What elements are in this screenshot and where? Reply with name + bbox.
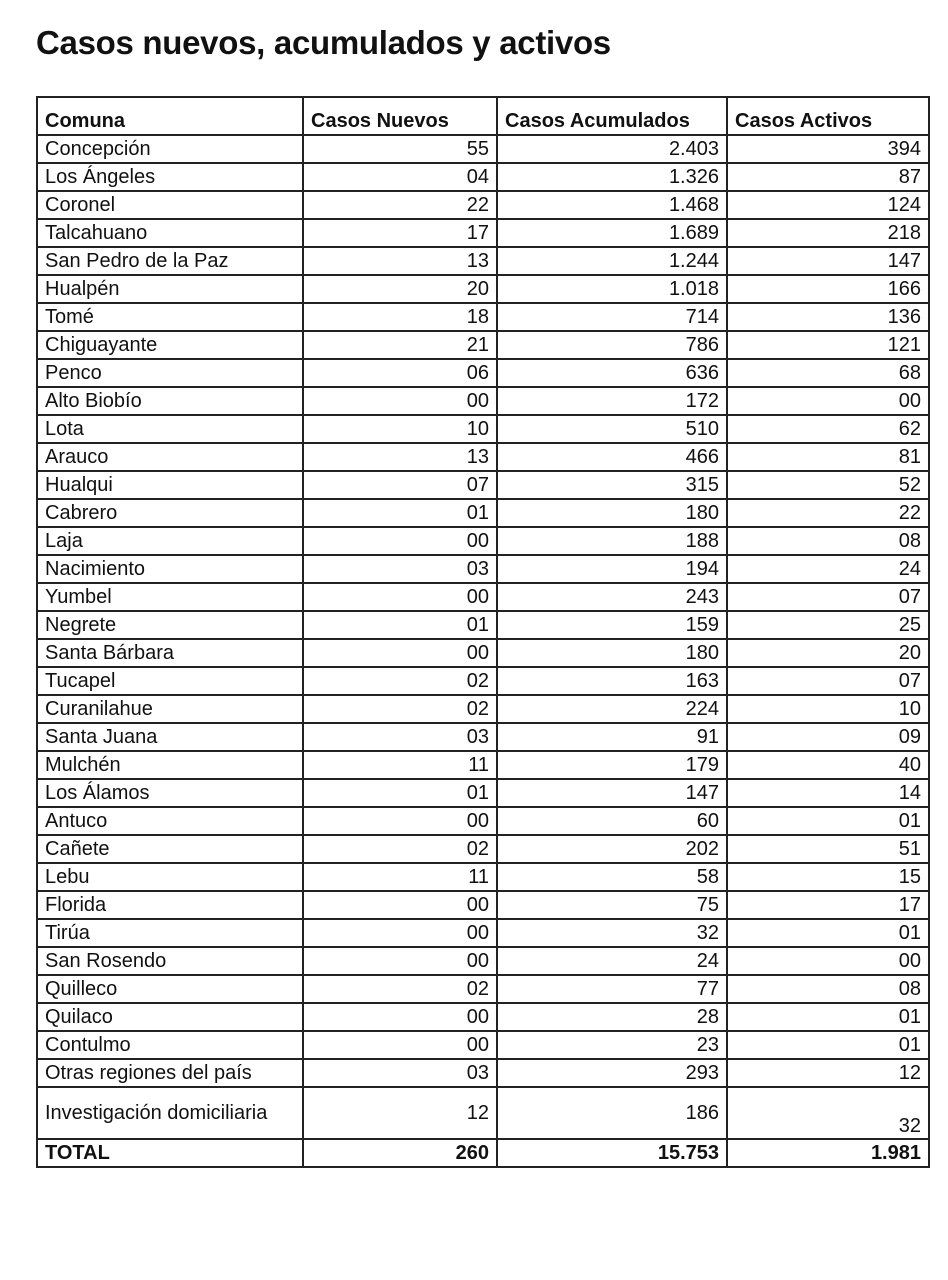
table-row bbox=[37, 191, 929, 219]
cell-casos-activos: 20 bbox=[727, 639, 929, 667]
cell-casos-acumulados: 786 bbox=[497, 331, 727, 359]
cell-comuna: San Pedro de la Paz bbox=[37, 247, 303, 275]
cell-casos-acumulados: 636 bbox=[497, 359, 727, 387]
cell-casos-acumulados: 172 bbox=[497, 387, 727, 415]
cell-casos-acumulados: 28 bbox=[497, 1003, 727, 1031]
cell-casos-nuevos: 02 bbox=[303, 695, 497, 723]
table-row bbox=[37, 247, 929, 275]
cell-casos-acumulados: 58 bbox=[497, 863, 727, 891]
cell-casos-activos: 10 bbox=[727, 695, 929, 723]
cell-casos-acumulados: 510 bbox=[497, 415, 727, 443]
total-casos-nuevos: 260 bbox=[303, 1139, 497, 1167]
cell-casos-activos: 24 bbox=[727, 555, 929, 583]
table-row bbox=[37, 331, 929, 359]
cell-casos-acumulados: 202 bbox=[497, 835, 727, 863]
cell-casos-nuevos: 01 bbox=[303, 611, 497, 639]
cell-casos-acumulados: 714 bbox=[497, 303, 727, 331]
cell-casos-activos: 01 bbox=[727, 807, 929, 835]
table-row bbox=[37, 303, 929, 331]
cell-casos-activos: 01 bbox=[727, 919, 929, 947]
cell-comuna: Talcahuano bbox=[37, 219, 303, 247]
cell-casos-nuevos: 13 bbox=[303, 443, 497, 471]
header-casos-nuevos: Casos Nuevos bbox=[303, 97, 497, 135]
table-row bbox=[37, 443, 929, 471]
cell-casos-activos: 394 bbox=[727, 135, 929, 163]
cell-casos-activos: 15 bbox=[727, 863, 929, 891]
cell-casos-acumulados: 293 bbox=[497, 1059, 727, 1087]
cell-comuna: Chiguayante bbox=[37, 331, 303, 359]
cell-casos-activos: 01 bbox=[727, 1003, 929, 1031]
table-row-investigacion bbox=[37, 1087, 929, 1139]
cell-casos-nuevos: 01 bbox=[303, 779, 497, 807]
cell-casos-nuevos: 55 bbox=[303, 135, 497, 163]
cell-casos-nuevos: 00 bbox=[303, 807, 497, 835]
total-label: TOTAL bbox=[37, 1139, 303, 1167]
page-title: Casos nuevos, acumulados y activos bbox=[36, 24, 611, 61]
cell-casos-nuevos: 13 bbox=[303, 247, 497, 275]
cell-casos-activos: 00 bbox=[727, 947, 929, 975]
cell-casos-nuevos: 00 bbox=[303, 387, 497, 415]
table-row bbox=[37, 835, 929, 863]
table-row bbox=[37, 163, 929, 191]
cell-casos-activos: 25 bbox=[727, 611, 929, 639]
table-row bbox=[37, 471, 929, 499]
table-row bbox=[37, 947, 929, 975]
cell-casos-nuevos: 12 bbox=[303, 1087, 497, 1139]
table-row bbox=[37, 387, 929, 415]
table-row bbox=[37, 975, 929, 1003]
cell-casos-nuevos: 00 bbox=[303, 639, 497, 667]
table-row bbox=[37, 919, 929, 947]
cell-casos-acumulados: 1.018 bbox=[497, 275, 727, 303]
cell-casos-nuevos: 20 bbox=[303, 275, 497, 303]
cell-casos-nuevos: 00 bbox=[303, 919, 497, 947]
cell-casos-activos: 147 bbox=[727, 247, 929, 275]
cell-comuna: Cañete bbox=[37, 835, 303, 863]
cell-casos-nuevos: 00 bbox=[303, 891, 497, 919]
cell-casos-nuevos: 11 bbox=[303, 751, 497, 779]
cell-casos-acumulados: 186 bbox=[497, 1087, 727, 1139]
cell-casos-acumulados: 91 bbox=[497, 723, 727, 751]
cell-casos-activos: 62 bbox=[727, 415, 929, 443]
table-row bbox=[37, 863, 929, 891]
cell-comuna: Nacimiento bbox=[37, 555, 303, 583]
cell-comuna: Penco bbox=[37, 359, 303, 387]
table-row bbox=[37, 583, 929, 611]
cell-casos-acumulados: 77 bbox=[497, 975, 727, 1003]
cell-comuna: Mulchén bbox=[37, 751, 303, 779]
cell-casos-activos: 22 bbox=[727, 499, 929, 527]
cell-comuna: Concepción bbox=[37, 135, 303, 163]
cell-comuna: Florida bbox=[37, 891, 303, 919]
cell-casos-activos: 121 bbox=[727, 331, 929, 359]
table-row bbox=[37, 667, 929, 695]
table-body bbox=[37, 135, 929, 1087]
cell-casos-acumulados: 243 bbox=[497, 583, 727, 611]
cell-casos-activos: 09 bbox=[727, 723, 929, 751]
cell-comuna: Yumbel bbox=[37, 583, 303, 611]
cell-comuna: Hualqui bbox=[37, 471, 303, 499]
cell-casos-activos: 32 bbox=[727, 1087, 929, 1139]
table-row bbox=[37, 751, 929, 779]
cell-comuna: Curanilahue bbox=[37, 695, 303, 723]
table-row bbox=[37, 611, 929, 639]
cell-casos-activos: 14 bbox=[727, 779, 929, 807]
table-header-row bbox=[37, 97, 929, 135]
cell-casos-nuevos: 01 bbox=[303, 499, 497, 527]
total-casos-acumulados: 15.753 bbox=[497, 1139, 727, 1167]
cell-casos-acumulados: 194 bbox=[497, 555, 727, 583]
table-row bbox=[37, 1003, 929, 1031]
cell-casos-activos: 17 bbox=[727, 891, 929, 919]
cell-casos-nuevos: 10 bbox=[303, 415, 497, 443]
table-row bbox=[37, 779, 929, 807]
cell-comuna: Investigación domiciliaria bbox=[37, 1087, 303, 1139]
cell-comuna: Tucapel bbox=[37, 667, 303, 695]
table-row bbox=[37, 499, 929, 527]
cell-casos-acumulados: 1.244 bbox=[497, 247, 727, 275]
cell-casos-activos: 01 bbox=[727, 1031, 929, 1059]
cell-casos-activos: 124 bbox=[727, 191, 929, 219]
table-row bbox=[37, 891, 929, 919]
cell-casos-activos: 51 bbox=[727, 835, 929, 863]
cell-casos-acumulados: 163 bbox=[497, 667, 727, 695]
header-comuna: Comuna bbox=[37, 97, 303, 135]
cell-casos-activos: 07 bbox=[727, 667, 929, 695]
cell-casos-activos: 08 bbox=[727, 975, 929, 1003]
cell-casos-nuevos: 00 bbox=[303, 527, 497, 555]
cell-casos-activos: 136 bbox=[727, 303, 929, 331]
table-row bbox=[37, 639, 929, 667]
cell-casos-acumulados: 179 bbox=[497, 751, 727, 779]
cell-comuna: Otras regiones del país bbox=[37, 1059, 303, 1087]
cell-casos-nuevos: 21 bbox=[303, 331, 497, 359]
table-row bbox=[37, 695, 929, 723]
cell-casos-nuevos: 17 bbox=[303, 219, 497, 247]
cell-casos-nuevos: 03 bbox=[303, 723, 497, 751]
cell-casos-acumulados: 224 bbox=[497, 695, 727, 723]
table-row bbox=[37, 415, 929, 443]
cases-table bbox=[36, 96, 930, 1168]
table-row bbox=[37, 275, 929, 303]
table-row bbox=[37, 807, 929, 835]
cell-casos-acumulados: 180 bbox=[497, 499, 727, 527]
cell-casos-activos: 08 bbox=[727, 527, 929, 555]
cell-casos-activos: 00 bbox=[727, 387, 929, 415]
cell-comuna: Lebu bbox=[37, 863, 303, 891]
cell-casos-nuevos: 06 bbox=[303, 359, 497, 387]
cell-casos-activos: 68 bbox=[727, 359, 929, 387]
table-row bbox=[37, 555, 929, 583]
cell-casos-nuevos: 11 bbox=[303, 863, 497, 891]
cell-casos-nuevos: 02 bbox=[303, 835, 497, 863]
cell-casos-nuevos: 02 bbox=[303, 667, 497, 695]
cell-casos-acumulados: 315 bbox=[497, 471, 727, 499]
cell-casos-nuevos: 03 bbox=[303, 555, 497, 583]
table-row-total bbox=[37, 1139, 929, 1167]
cell-casos-activos: 81 bbox=[727, 443, 929, 471]
cell-casos-acumulados: 466 bbox=[497, 443, 727, 471]
cell-comuna: Laja bbox=[37, 527, 303, 555]
cell-casos-acumulados: 24 bbox=[497, 947, 727, 975]
cell-comuna: Hualpén bbox=[37, 275, 303, 303]
cell-casos-acumulados: 188 bbox=[497, 527, 727, 555]
cell-comuna: Coronel bbox=[37, 191, 303, 219]
cell-casos-activos: 07 bbox=[727, 583, 929, 611]
cell-casos-acumulados: 147 bbox=[497, 779, 727, 807]
header-casos-acumulados: Casos Acumulados bbox=[497, 97, 727, 135]
cell-casos-nuevos: 00 bbox=[303, 1003, 497, 1031]
cell-comuna: Alto Biobío bbox=[37, 387, 303, 415]
cell-comuna: Negrete bbox=[37, 611, 303, 639]
total-casos-activos: 1.981 bbox=[727, 1139, 929, 1167]
cell-casos-nuevos: 00 bbox=[303, 1031, 497, 1059]
cell-comuna: Lota bbox=[37, 415, 303, 443]
cell-casos-nuevos: 04 bbox=[303, 163, 497, 191]
cell-casos-nuevos: 07 bbox=[303, 471, 497, 499]
cell-comuna: Los Ángeles bbox=[37, 163, 303, 191]
cell-casos-activos: 52 bbox=[727, 471, 929, 499]
cell-comuna: Arauco bbox=[37, 443, 303, 471]
cell-comuna: Santa Bárbara bbox=[37, 639, 303, 667]
cell-casos-activos: 40 bbox=[727, 751, 929, 779]
cell-casos-nuevos: 18 bbox=[303, 303, 497, 331]
table-row bbox=[37, 359, 929, 387]
cell-comuna: San Rosendo bbox=[37, 947, 303, 975]
cell-comuna: Santa Juana bbox=[37, 723, 303, 751]
cell-casos-acumulados: 159 bbox=[497, 611, 727, 639]
cell-casos-acumulados: 23 bbox=[497, 1031, 727, 1059]
table-row bbox=[37, 1059, 929, 1087]
cell-casos-nuevos: 03 bbox=[303, 1059, 497, 1087]
cell-casos-acumulados: 1.326 bbox=[497, 163, 727, 191]
cell-casos-activos: 166 bbox=[727, 275, 929, 303]
cell-comuna: Antuco bbox=[37, 807, 303, 835]
cell-casos-activos: 12 bbox=[727, 1059, 929, 1087]
table-row bbox=[37, 219, 929, 247]
cell-casos-nuevos: 02 bbox=[303, 975, 497, 1003]
cell-casos-acumulados: 1.689 bbox=[497, 219, 727, 247]
table-row bbox=[37, 527, 929, 555]
cell-comuna: Los Álamos bbox=[37, 779, 303, 807]
cell-casos-acumulados: 32 bbox=[497, 919, 727, 947]
table-row bbox=[37, 1031, 929, 1059]
cell-comuna: Quilaco bbox=[37, 1003, 303, 1031]
cell-comuna: Contulmo bbox=[37, 1031, 303, 1059]
cell-casos-nuevos: 00 bbox=[303, 583, 497, 611]
cell-casos-nuevos: 22 bbox=[303, 191, 497, 219]
cell-casos-acumulados: 75 bbox=[497, 891, 727, 919]
cell-comuna: Tirúa bbox=[37, 919, 303, 947]
cell-casos-activos: 87 bbox=[727, 163, 929, 191]
table-row bbox=[37, 723, 929, 751]
header-casos-activos: Casos Activos bbox=[727, 97, 929, 135]
cell-casos-acumulados: 60 bbox=[497, 807, 727, 835]
cell-comuna: Quilleco bbox=[37, 975, 303, 1003]
cell-comuna: Tomé bbox=[37, 303, 303, 331]
cell-casos-nuevos: 00 bbox=[303, 947, 497, 975]
table-row bbox=[37, 135, 929, 163]
cell-casos-acumulados: 1.468 bbox=[497, 191, 727, 219]
cell-comuna: Cabrero bbox=[37, 499, 303, 527]
cell-casos-acumulados: 2.403 bbox=[497, 135, 727, 163]
cell-casos-activos: 218 bbox=[727, 219, 929, 247]
cell-casos-acumulados: 180 bbox=[497, 639, 727, 667]
